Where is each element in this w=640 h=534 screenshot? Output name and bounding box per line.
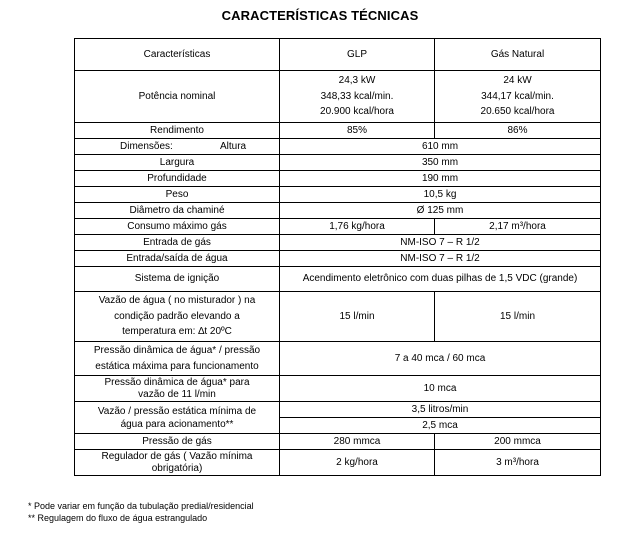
value-profundidade: 190 mm (280, 171, 601, 187)
value-peso: 10,5 kg (280, 187, 601, 203)
row-altura (75, 139, 601, 155)
footnote-2: ** Regulagem do fluxo de água estrangulado (28, 513, 208, 523)
potencia-glp-kcalh: 20.900 kcal/hora (320, 106, 394, 118)
row-pressao-dinamica (75, 342, 601, 376)
value-pressao-11: 10 mca (280, 376, 601, 402)
value-altura: 610 mm (280, 139, 601, 155)
vazao-min-label-line2: água para acionamento** (120, 418, 234, 430)
value-consumo-glp: 1,76 kg/hora (280, 219, 435, 235)
vazao-min-label-line1: Vazão / pressão estática mínima de (97, 405, 257, 417)
label-profundidade: Profundidade (75, 171, 280, 187)
pressao-11-label-line2: vazão de 11 l/min (138, 388, 216, 400)
page-title: CARACTERÍSTICAS TÉCNICAS (221, 8, 419, 23)
row-pressao-11 (75, 376, 601, 402)
row-entrada-agua (75, 251, 601, 267)
label-entrada-agua: Entrada/saída de água (75, 251, 280, 267)
specs-table (74, 38, 601, 476)
footnote-1: * Pode variar em função da tubulação predial/residencial (28, 501, 254, 511)
header-natural-gas: Gás Natural (435, 39, 601, 71)
label-pressao-dinamica (75, 342, 280, 376)
label-chamine: Diâmetro da chaminé (75, 203, 280, 219)
row-ignicao (75, 267, 601, 292)
potencia-glp-kcalmin: 348,33 kcal/min. (320, 90, 394, 102)
row-largura (75, 155, 601, 171)
label-rendimento: Rendimento (75, 123, 280, 139)
altura-label: Altura (220, 140, 247, 152)
label-pressao-gas: Pressão de gás (75, 434, 280, 450)
label-vazao (75, 292, 280, 342)
row-chamine (75, 203, 601, 219)
value-chamine: Ø 125 mm (280, 203, 601, 219)
header-characteristics: Características (75, 39, 280, 71)
potencia-gn-kcalmin: 344,17 kcal/min. (481, 90, 554, 102)
label-regulador (75, 450, 280, 476)
value-vazao-gn: 15 l/min (435, 292, 601, 342)
dimensoes-label: Dimensões: (120, 140, 173, 152)
row-pressao-gas (75, 434, 601, 450)
vazao-label-line1: Vazão de água ( no misturador ) na (98, 295, 256, 307)
value-largura: 350 mm (280, 155, 601, 171)
value-vazao-min-litros: 3,5 litros/min (280, 402, 601, 418)
value-potencia-glp (280, 71, 435, 123)
value-rendimento-glp: 85% (280, 123, 435, 139)
value-potencia-gn (435, 71, 601, 123)
label-peso: Peso (75, 187, 280, 203)
value-regulador-glp: 2 kg/hora (280, 450, 435, 476)
row-vazao-min-1 (75, 402, 601, 418)
row-consumo (75, 219, 601, 235)
row-regulador (75, 450, 601, 476)
value-entrada-gas: NM-ISO 7 – R 1/2 (280, 235, 601, 251)
regulador-label-line1: Regulador de gás ( Vazão mínima (101, 450, 253, 462)
pressao-din-label-line1: Pressão dinâmica de água* / pressão (93, 345, 261, 356)
label-pressao-11 (75, 376, 280, 402)
value-regulador-gn: 3 m³/hora (435, 450, 601, 476)
value-vazao-glp: 15 l/min (280, 292, 435, 342)
row-profundidade (75, 171, 601, 187)
row-entrada-gas (75, 235, 601, 251)
value-pressao-dinamica: 7 a 40 mca / 60 mca (280, 342, 601, 376)
row-peso (75, 187, 601, 203)
table-header-row (75, 39, 601, 71)
label-potencia: Potência nominal (75, 71, 280, 123)
label-consumo: Consumo máximo gás (75, 219, 280, 235)
footnotes (28, 500, 254, 524)
label-largura: Largura (75, 155, 280, 171)
pressao-din-label-line2: estática máxima para funcionamento (95, 360, 259, 372)
label-vazao-min (75, 402, 280, 434)
value-pressao-gas-gn: 200 mmca (435, 434, 601, 450)
value-pressao-gas-glp: 280 mmca (280, 434, 435, 450)
vazao-label-line2: condição padrão elevando a (114, 310, 240, 322)
potencia-gn-kcalh: 20.650 kcal/hora (480, 106, 555, 118)
potencia-gn-kw: 24 kW (503, 75, 532, 87)
value-entrada-agua: NM-ISO 7 – R 1/2 (280, 251, 601, 267)
pressao-11-label-line1: Pressão dinâmica de água* para (104, 376, 250, 388)
value-consumo-gn: 2,17 m³/hora (435, 219, 601, 235)
header-glp: GLP (280, 39, 435, 71)
label-dimensoes (75, 139, 280, 155)
potencia-glp-kw: 24,3 kW (338, 75, 376, 87)
regulador-label-line2: obrigatória) (151, 462, 203, 474)
row-rendimento (75, 123, 601, 139)
value-rendimento-gn: 86% (435, 123, 601, 139)
label-entrada-gas: Entrada de gás (75, 235, 280, 251)
label-ignicao: Sistema de ignição (75, 267, 280, 292)
value-vazao-min-mca: 2,5 mca (280, 418, 601, 434)
vazao-label-line3: temperatura em: ∆t 20ºC (122, 326, 232, 338)
value-ignicao: Acendimento eletrônico com duas pilhas de 1,5 VDC (grande) (280, 267, 601, 292)
row-vazao (75, 292, 601, 342)
row-potencia (75, 71, 601, 123)
